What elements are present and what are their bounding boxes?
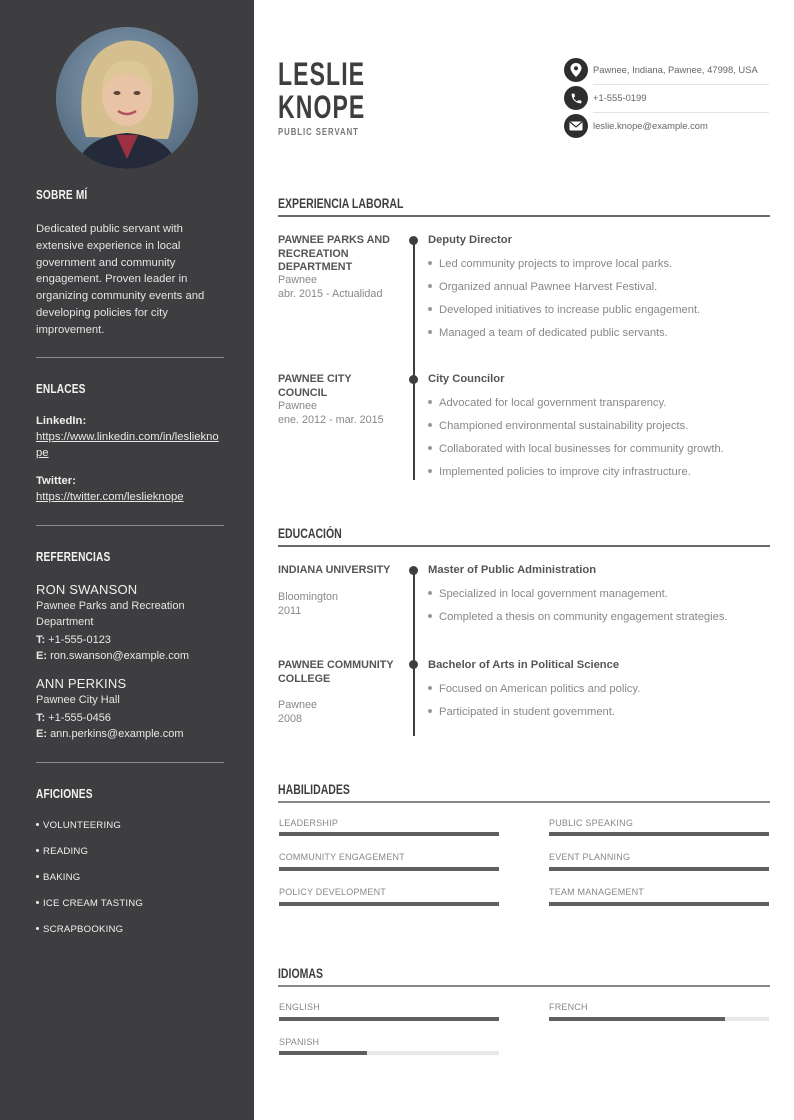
sidebar-divider xyxy=(36,357,224,358)
employer-name: PAWNEE CITY COUNCIL xyxy=(278,373,352,399)
hobby-item xyxy=(36,820,121,831)
bullet-text: Managed a team of dedicated public servants. xyxy=(439,327,668,339)
bullet-text: Participated in student government. xyxy=(439,706,615,718)
reference-org: Pawnee Parks and Recreation Department xyxy=(36,600,185,628)
employer-location: Pawnee xyxy=(278,274,318,286)
bullet-icon xyxy=(428,591,432,595)
bullet-icon xyxy=(428,469,432,473)
bullet-icon xyxy=(428,261,432,265)
graduation-year: 2011 xyxy=(278,605,302,617)
skill-bar-fill xyxy=(549,832,769,836)
references-heading: REFERENCIAS xyxy=(36,549,111,564)
reference-phone xyxy=(36,634,111,646)
language-bar xyxy=(279,1017,499,1021)
bullet-text: Organized annual Pawnee Harvest Festival. xyxy=(439,281,658,293)
email-value: ann.perkins@example.com xyxy=(50,728,184,740)
skill-label: PUBLIC SPEAKING xyxy=(549,818,634,828)
links-heading: ENLACES xyxy=(36,381,86,396)
hobby-label: VOLUNTEERING xyxy=(43,820,122,831)
skill-bar xyxy=(549,902,769,906)
skill-label: COMMUNITY ENGAGEMENT xyxy=(279,852,405,862)
about-text: Dedicated public servant with extensive experience in local government and community engagement. Proven leader in organizing community events and developing policies for city improvement. xyxy=(36,223,205,336)
language-bar xyxy=(279,1051,499,1055)
bullet-text: Championed environmental sustainability projects. xyxy=(439,420,689,432)
skill-bar xyxy=(279,832,499,836)
reference-name: ANN PERKINS xyxy=(36,676,127,691)
email-value: ron.swanson@example.com xyxy=(50,650,190,662)
timeline-dot xyxy=(409,566,418,575)
hobbies-heading: AFICIONES xyxy=(36,786,93,801)
twitter-link[interactable]: https://twitter.com/leslieknope xyxy=(36,491,184,503)
language-label: FRENCH xyxy=(549,1002,588,1012)
email-label: E: xyxy=(36,650,47,662)
first-name: LESLIE xyxy=(278,56,366,92)
bullet-icon xyxy=(428,686,432,690)
phone-text: +1-555-0199 xyxy=(593,92,647,103)
graduation-year: 2008 xyxy=(278,713,303,725)
bullet-icon xyxy=(36,849,39,852)
bullet-text: Specialized in local government management. xyxy=(439,588,668,600)
reference-email xyxy=(36,650,189,662)
employment-dates: abr. 2015 - Actualidad xyxy=(278,288,383,300)
skill-label: POLICY DEVELOPMENT xyxy=(279,887,386,897)
hobby-item xyxy=(36,924,123,935)
bullet-text: Developed initiatives to increase public engagement. xyxy=(439,304,701,316)
last-name: KNOPE xyxy=(278,89,366,125)
job-role: Deputy Director xyxy=(428,234,512,246)
employment-dates: ene. 2012 - mar. 2015 xyxy=(278,414,384,426)
skill-label: LEADERSHIP xyxy=(279,818,339,828)
bullet-text: Advocated for local government transparency. xyxy=(439,397,667,409)
degree-name: Master of Public Administration xyxy=(428,564,597,576)
timeline-dot xyxy=(409,660,418,669)
email-text: leslie.knope@example.com xyxy=(593,120,708,131)
job-bullet xyxy=(428,443,724,455)
contact-email xyxy=(564,114,769,138)
skill-bar xyxy=(549,867,769,871)
job-bullet xyxy=(428,397,666,409)
job-role: City Councilor xyxy=(428,373,505,385)
hobby-label: READING xyxy=(43,846,89,857)
bullet-text: Focused on American politics and policy. xyxy=(439,683,641,695)
language-bar-fill xyxy=(279,1051,367,1055)
job-bullet xyxy=(428,327,668,339)
languages-heading: IDIOMAS xyxy=(278,966,324,981)
job-bullet xyxy=(428,466,691,478)
job-bullet xyxy=(428,258,672,270)
job-bullet xyxy=(428,304,700,316)
skill-label: EVENT PLANNING xyxy=(549,852,631,862)
phone-label: T: xyxy=(36,634,46,646)
envelope-icon xyxy=(564,114,588,138)
school-location: Bloomington xyxy=(278,591,339,603)
employer-name: PAWNEE PARKS AND RECREATION DEPARTMENT xyxy=(278,234,390,273)
degree-bullet xyxy=(428,611,728,623)
skill-label: TEAM MANAGEMENT xyxy=(549,887,645,897)
bullet-text: Led community projects to improve local parks. xyxy=(439,258,673,270)
bullet-icon xyxy=(428,307,432,311)
phone-icon xyxy=(564,86,588,110)
skill-bar-fill xyxy=(279,902,499,906)
degree-bullet xyxy=(428,683,640,695)
email-label: E: xyxy=(36,728,47,740)
reference-email xyxy=(36,728,184,740)
bullet-icon xyxy=(36,875,39,878)
profile-photo xyxy=(56,27,198,169)
phone-value: +1-555-0123 xyxy=(48,634,111,646)
hobby-item xyxy=(36,872,80,883)
degree-bullet xyxy=(428,588,668,600)
bullet-icon xyxy=(428,400,432,404)
hobby-label: BAKING xyxy=(43,872,81,883)
skill-bar-fill xyxy=(279,832,499,836)
job-bullet xyxy=(428,281,657,293)
reference-phone xyxy=(36,712,111,724)
skill-bar-fill xyxy=(279,867,499,871)
address-text: Pawnee, Indiana, Pawnee, 47998, USA xyxy=(593,64,758,75)
bullet-icon xyxy=(428,423,432,427)
degree-bullet xyxy=(428,706,615,718)
skills-heading: HABILIDADES xyxy=(278,782,350,797)
contact-address xyxy=(564,58,769,82)
contact-divider xyxy=(593,112,769,113)
skill-bar xyxy=(279,867,499,871)
hobby-item xyxy=(36,846,88,857)
hobby-label: ICE CREAM TASTING xyxy=(43,898,144,909)
timeline-dot xyxy=(409,375,418,384)
education-heading: EDUCACIÓN xyxy=(278,526,342,541)
reference-name: RON SWANSON xyxy=(36,582,138,597)
school-location: Pawnee xyxy=(278,699,318,711)
skill-bar-fill xyxy=(549,902,769,906)
job-title: PUBLIC SERVANT xyxy=(278,127,359,138)
bullet-icon xyxy=(428,614,432,618)
sidebar-divider xyxy=(36,762,224,763)
degree-name: Bachelor of Arts in Political Science xyxy=(428,659,620,671)
timeline-line xyxy=(413,240,415,480)
bullet-icon xyxy=(428,284,432,288)
phone-label: T: xyxy=(36,712,46,724)
section-rule xyxy=(278,985,770,987)
timeline-dot xyxy=(409,236,418,245)
bullet-icon xyxy=(428,330,432,334)
language-bar-fill xyxy=(549,1017,725,1021)
contact-divider xyxy=(593,84,769,85)
bullet-icon xyxy=(428,709,432,713)
linkedin-label: LinkedIn: xyxy=(36,415,87,427)
skill-bar-fill xyxy=(549,867,769,871)
hobby-label: SCRAPBOOKING xyxy=(43,924,124,935)
bullet-icon xyxy=(36,901,39,904)
hobby-item xyxy=(36,898,143,909)
sidebar xyxy=(0,0,254,1120)
bullet-icon xyxy=(36,823,39,826)
section-rule xyxy=(278,545,770,547)
bullet-icon xyxy=(36,927,39,930)
about-heading: SOBRE MÍ xyxy=(36,187,88,202)
twitter-label: Twitter: xyxy=(36,475,76,487)
reference-org: Pawnee City Hall xyxy=(36,694,120,706)
location-pin-icon xyxy=(564,58,588,82)
language-label: SPANISH xyxy=(279,1037,320,1047)
linkedin-link[interactable]: https://www.linkedin.com/in/leslieknope xyxy=(36,431,219,459)
bullet-text: Completed a thesis on community engagement strategies. xyxy=(439,611,728,623)
school-name: PAWNEE COMMUNITY COLLEGE xyxy=(278,659,394,685)
language-bar-fill xyxy=(279,1017,499,1021)
skill-bar xyxy=(549,832,769,836)
experience-heading: EXPERIENCIA LABORAL xyxy=(278,196,404,211)
school-name: INDIANA UNIVERSITY xyxy=(278,564,391,576)
employer-location: Pawnee xyxy=(278,400,318,412)
job-bullet xyxy=(428,420,688,432)
timeline-line xyxy=(413,570,415,736)
section-rule xyxy=(278,801,770,803)
skill-bar xyxy=(279,902,499,906)
portrait-photo-icon xyxy=(56,27,198,169)
bullet-text: Implemented policies to improve city infrastructure. xyxy=(439,466,691,478)
language-label: ENGLISH xyxy=(279,1002,320,1012)
section-rule xyxy=(278,215,770,217)
language-bar xyxy=(549,1017,769,1021)
bullet-text: Collaborated with local businesses for community growth. xyxy=(439,443,724,455)
sidebar-divider xyxy=(36,525,224,526)
bullet-icon xyxy=(428,446,432,450)
contact-phone xyxy=(564,86,769,110)
phone-value: +1-555-0456 xyxy=(48,712,111,724)
